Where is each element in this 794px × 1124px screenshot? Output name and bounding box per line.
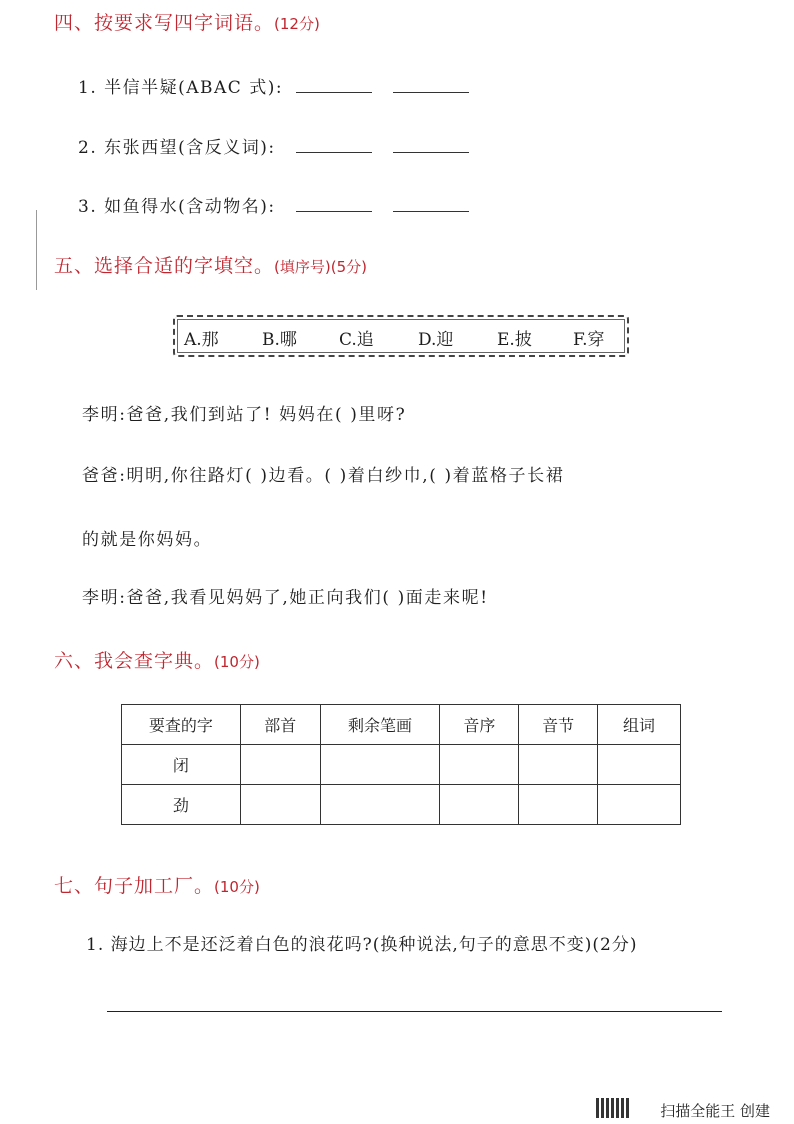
section7-title: 七、句子加工厂。 bbox=[54, 875, 215, 897]
table-cell-empty[interactable] bbox=[519, 745, 598, 785]
table-cell-empty[interactable] bbox=[598, 785, 681, 825]
answer-blank[interactable] bbox=[393, 211, 469, 212]
section5-heading bbox=[54, 251, 367, 278]
qr-code-icon bbox=[596, 1098, 630, 1118]
table-cell-empty[interactable] bbox=[440, 745, 519, 785]
section4-heading bbox=[54, 8, 320, 35]
section7-points: (10分) bbox=[214, 878, 260, 896]
choice-e: E.披 bbox=[497, 330, 532, 350]
table-header: 要查的字 bbox=[122, 705, 241, 745]
section6-heading bbox=[54, 646, 260, 673]
answer-line[interactable] bbox=[107, 1011, 722, 1012]
choice-d: D.迎 bbox=[418, 330, 454, 350]
section7-question-1: 1. 海边上不是还泛着白色的浪花吗?(换种说法,句子的意思不变)(2分) bbox=[86, 935, 638, 955]
table-row bbox=[122, 785, 681, 825]
table-cell-empty[interactable] bbox=[240, 785, 320, 825]
choice-box bbox=[173, 315, 629, 357]
section4-item-1: 1. 半信半疑(ABAC 式): bbox=[78, 78, 284, 98]
table-row bbox=[122, 745, 681, 785]
choice-f: F.穿 bbox=[573, 330, 605, 350]
answer-blank[interactable] bbox=[296, 152, 372, 153]
dialog-line-1: 李明:爸爸,我们到站了! 妈妈在( )里呀? bbox=[82, 405, 407, 425]
section5-title: 五、选择合适的字填空。 bbox=[54, 255, 275, 277]
table-cell-empty[interactable] bbox=[440, 785, 519, 825]
choice-b: B.哪 bbox=[262, 330, 297, 350]
dialog-line-2: 爸爸:明明,你往路灯( )边看。( )着白纱巾,( )着蓝格子长裙 bbox=[82, 466, 565, 486]
answer-blank[interactable] bbox=[296, 92, 372, 93]
section6-points: (10分) bbox=[214, 653, 260, 671]
table-cell-empty[interactable] bbox=[598, 745, 681, 785]
section7-heading bbox=[54, 871, 260, 898]
table-header: 音节 bbox=[519, 705, 598, 745]
section6-title: 六、我会查字典。 bbox=[54, 650, 215, 672]
section4-title: 四、按要求写四字词语。 bbox=[54, 12, 275, 34]
table-header-row bbox=[122, 705, 681, 745]
answer-blank[interactable] bbox=[296, 211, 372, 212]
table-cell-empty[interactable] bbox=[320, 785, 440, 825]
section4-points: (12分) bbox=[274, 15, 320, 33]
choice-a: A.那 bbox=[184, 330, 219, 350]
choice-c: C.追 bbox=[339, 330, 374, 350]
table-cell-empty[interactable] bbox=[240, 745, 320, 785]
margin-rule bbox=[36, 210, 37, 290]
table-header: 部首 bbox=[240, 705, 320, 745]
table-header: 组词 bbox=[598, 705, 681, 745]
table-header: 剩余笔画 bbox=[320, 705, 440, 745]
table-cell-char: 闭 bbox=[122, 745, 241, 785]
table-cell-char: 劲 bbox=[122, 785, 241, 825]
table-header: 音序 bbox=[440, 705, 519, 745]
dictionary-table bbox=[121, 704, 681, 825]
dialog-line-4: 李明:爸爸,我看见妈妈了,她正向我们( )面走来呢! bbox=[82, 588, 489, 608]
table-cell-empty[interactable] bbox=[519, 785, 598, 825]
answer-blank[interactable] bbox=[393, 152, 469, 153]
section4-item-3: 3. 如鱼得水(含动物名): bbox=[78, 197, 276, 217]
answer-blank[interactable] bbox=[393, 92, 469, 93]
table-cell-empty[interactable] bbox=[320, 745, 440, 785]
dialog-line-3: 的就是你妈妈。 bbox=[82, 530, 213, 550]
section4-item-2: 2. 东张西望(含反义词): bbox=[78, 138, 276, 158]
scanner-watermark: 扫描全能王 创建 bbox=[660, 1102, 770, 1120]
section5-points: (填序号)(5分) bbox=[274, 258, 367, 276]
